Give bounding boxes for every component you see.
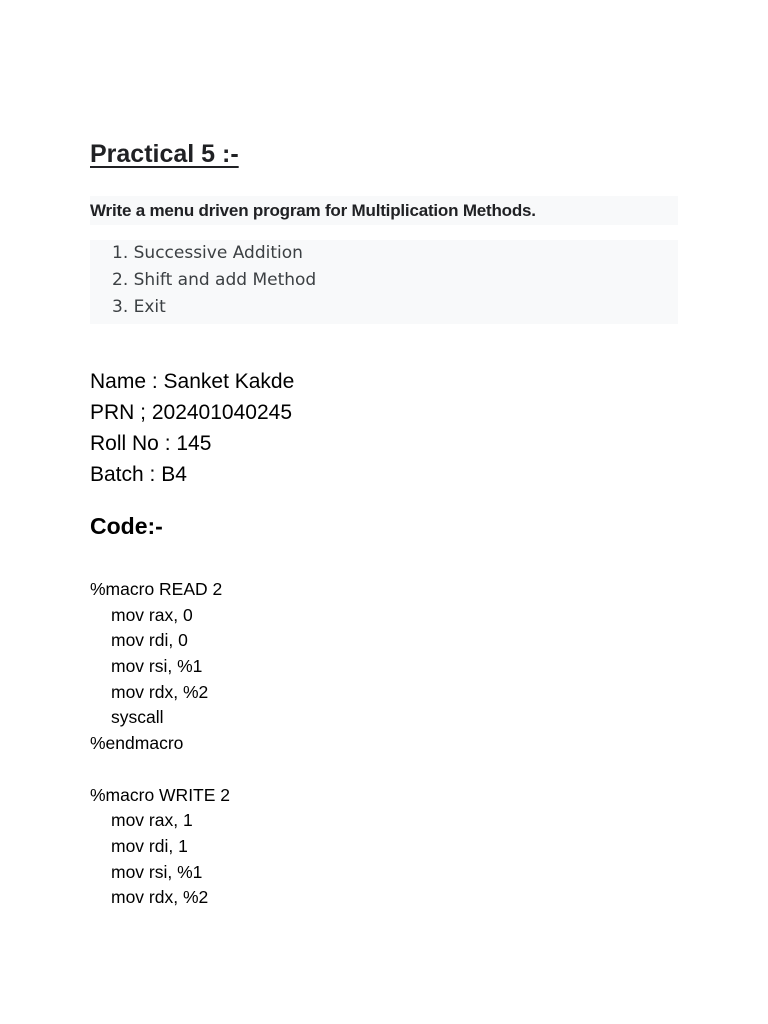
student-name: Name : Sanket Kakde <box>90 370 295 393</box>
code-line: mov rax, 1 <box>111 810 193 831</box>
student-info <box>90 366 294 490</box>
menu-option-successive-addition: 1. Successive Addition <box>112 243 303 263</box>
code-line: mov rdx, %2 <box>111 887 209 908</box>
menu-options-list <box>112 240 316 321</box>
code-line: %macro WRITE 2 <box>90 784 231 805</box>
code-line: %endmacro <box>90 733 184 754</box>
code-line: syscall <box>111 707 164 728</box>
menu-options-box <box>90 240 678 324</box>
student-roll-no: Roll No : 145 <box>90 432 212 455</box>
task-statement: Write a menu driven program for Multiplication Methods. <box>90 201 536 220</box>
menu-option-exit: 3. Exit <box>112 297 166 317</box>
code-block <box>90 577 230 911</box>
menu-option-shift-and-add: 2. Shift and add Method <box>112 270 317 290</box>
page-title: Practical 5 :- <box>90 140 239 168</box>
code-blank-line <box>90 757 230 783</box>
code-line: mov rdx, %2 <box>111 681 209 702</box>
student-prn: PRN ; 202401040245 <box>90 401 292 424</box>
code-line: mov rdi, 0 <box>111 630 188 651</box>
student-batch: Batch : B4 <box>90 463 187 486</box>
code-line: mov rdi, 1 <box>111 835 188 856</box>
code-line: %macro READ 2 <box>90 579 223 599</box>
code-heading: Code:- <box>90 513 163 539</box>
task-statement-box <box>90 196 678 225</box>
code-line: mov rsi, %1 <box>111 656 203 677</box>
code-line: mov rax, 0 <box>111 604 193 625</box>
code-line: mov rsi, %1 <box>111 861 203 882</box>
